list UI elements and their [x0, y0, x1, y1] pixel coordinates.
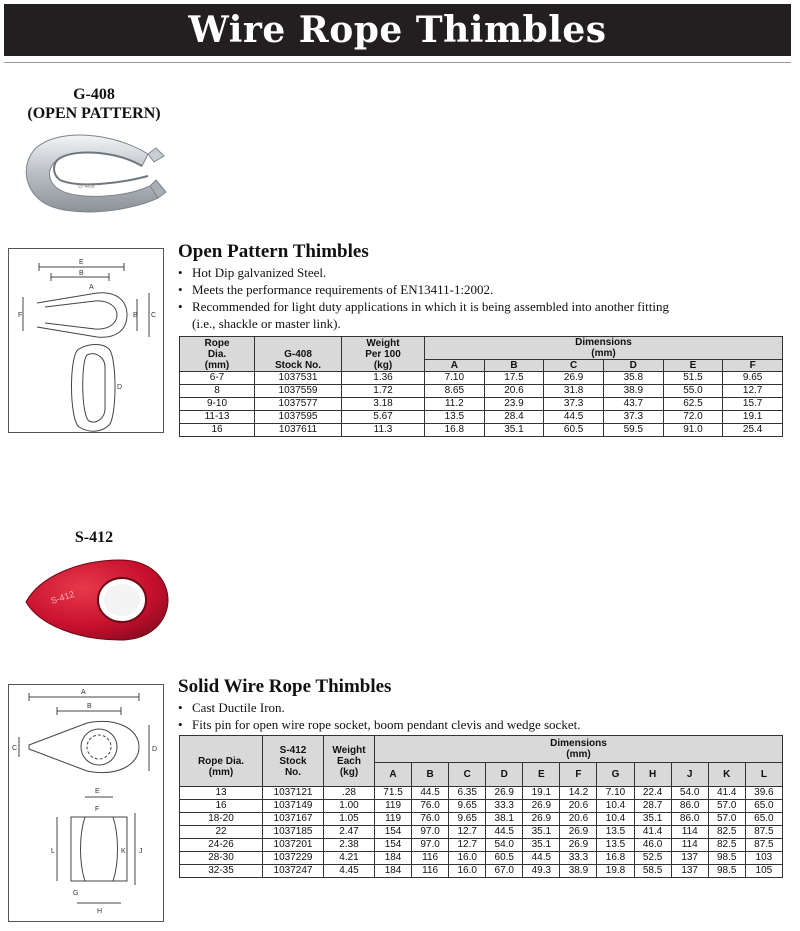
table-cell: 116: [412, 865, 449, 878]
table-cell: 26.9: [523, 800, 560, 813]
table-cell: 43.7: [603, 398, 663, 411]
table-cell: 1037149: [263, 800, 324, 813]
table-cell: 39.6: [745, 787, 782, 800]
table-cell: 1037167: [263, 813, 324, 826]
open-bullet: • Meets the performance requirements of EN13411-1:2002.: [178, 281, 788, 298]
table-cell: 26.9: [560, 839, 597, 852]
drawing-label-a: A: [81, 689, 86, 696]
table-cell: 2.47: [324, 826, 375, 839]
table-cell: 57.0: [708, 800, 745, 813]
open-product-code: [0, 85, 188, 123]
table-cell: 1037531: [255, 372, 342, 385]
table-cell: 87.5: [745, 839, 782, 852]
table-cell: 26.9: [486, 787, 523, 800]
col-dimensions: Dimensions (mm): [375, 736, 783, 763]
table-cell: 65.0: [745, 800, 782, 813]
table-cell: 35.1: [523, 826, 560, 839]
drawing-label-f: F: [95, 806, 100, 813]
table-cell: 58.5: [634, 865, 671, 878]
col-b: B: [412, 763, 449, 787]
table-cell: 23.9: [484, 398, 544, 411]
table-cell: 35.1: [484, 424, 544, 437]
col-stock-no: S-412 Stock No.: [263, 736, 324, 787]
table-cell: 7.10: [425, 372, 485, 385]
table-cell: 54.0: [486, 839, 523, 852]
table-cell: 98.5: [708, 852, 745, 865]
table-row: [180, 839, 783, 852]
table-row: [180, 852, 783, 865]
drawing-label-a: A: [89, 284, 94, 291]
table-cell: 9.65: [723, 372, 783, 385]
open-section-title: Open Pattern Thimbles: [178, 241, 369, 262]
col-e: E: [523, 763, 560, 787]
table-cell: 33.3: [486, 800, 523, 813]
table-cell: 35.8: [603, 372, 663, 385]
table-cell: 105: [745, 865, 782, 878]
table-cell: 97.0: [412, 826, 449, 839]
table-cell: 16.8: [597, 852, 634, 865]
table-cell: 86.0: [671, 800, 708, 813]
drawing-label-d: D: [117, 384, 123, 391]
drawing-label-f: F: [18, 312, 23, 319]
table-cell: 119: [375, 813, 412, 826]
table-cell: 16: [180, 800, 263, 813]
table-cell: 41.4: [708, 787, 745, 800]
table-row: [180, 411, 783, 424]
table-cell: 86.0: [671, 813, 708, 826]
table-cell: 12.7: [449, 826, 486, 839]
table-cell: 13.5: [597, 839, 634, 852]
table-cell: 54.0: [671, 787, 708, 800]
table-cell: 1037559: [255, 385, 342, 398]
table-cell: 32-35: [180, 865, 263, 878]
table-cell: 16.8: [425, 424, 485, 437]
table-cell: 16.0: [449, 865, 486, 878]
drawing-label-g: G: [73, 890, 79, 897]
table-cell: 35.1: [634, 813, 671, 826]
table-row: [180, 787, 783, 800]
table-cell: 11-13: [180, 411, 255, 424]
table-cell: 82.5: [708, 826, 745, 839]
table-cell: 26.9: [544, 372, 604, 385]
table-cell: 1037185: [263, 826, 324, 839]
drawing-label-c: C: [12, 745, 18, 752]
table-cell: 103: [745, 852, 782, 865]
table-cell: 11.2: [425, 398, 485, 411]
table-row: [180, 865, 783, 878]
svg-text:S-412: S-412: [49, 588, 76, 606]
table-cell: 10.4: [597, 800, 634, 813]
table-cell: 13: [180, 787, 263, 800]
divider: [4, 62, 791, 63]
table-cell: 44.5: [412, 787, 449, 800]
table-cell: 14.2: [560, 787, 597, 800]
table-cell: 19.8: [597, 865, 634, 878]
table-cell: 116: [412, 852, 449, 865]
open-bullet: • Hot Dip galvanized Steel.: [178, 264, 788, 281]
table-cell: 1037595: [255, 411, 342, 424]
drawing-label-e: E: [79, 259, 84, 266]
col-rope-dia: Rope Dia. (mm): [180, 736, 263, 787]
col-c: C: [449, 763, 486, 787]
col-dimensions: Dimensions (mm): [425, 337, 783, 360]
solid-bullet-list: [178, 699, 788, 733]
solid-spec-table: [179, 735, 783, 878]
table-cell: 6-7: [180, 372, 255, 385]
table-cell: 5.67: [342, 411, 425, 424]
table-cell: 28-30: [180, 852, 263, 865]
drawing-label-b: B: [87, 703, 92, 710]
table-cell: 12.7: [723, 385, 783, 398]
open-code-line1: G-408: [73, 86, 115, 103]
col-weight: Weight Per 100 (kg): [342, 337, 425, 372]
table-cell: 10.4: [597, 813, 634, 826]
table-cell: 37.3: [544, 398, 604, 411]
table-cell: 62.5: [663, 398, 723, 411]
table-cell: 38.9: [603, 385, 663, 398]
col-k: K: [708, 763, 745, 787]
table-cell: 37.3: [603, 411, 663, 424]
col-j: J: [671, 763, 708, 787]
drawing-label-b2: B: [133, 312, 138, 319]
table-cell: 22: [180, 826, 263, 839]
table-cell: 26.9: [523, 813, 560, 826]
table-cell: 31.8: [544, 385, 604, 398]
table-cell: 55.0: [663, 385, 723, 398]
table-cell: 1.72: [342, 385, 425, 398]
table-cell: 26.9: [560, 826, 597, 839]
table-cell: 13.5: [597, 826, 634, 839]
table-row: [180, 372, 783, 385]
solid-section-title: Solid Wire Rope Thimbles: [178, 676, 392, 697]
solid-thimble-photo: [20, 556, 170, 642]
table-cell: 87.5: [745, 826, 782, 839]
table-cell: 60.5: [544, 424, 604, 437]
col-rope-dia: Rope Dia. (mm): [180, 337, 255, 372]
col-a: A: [375, 763, 412, 787]
table-cell: 76.0: [412, 813, 449, 826]
table-cell: 28.4: [484, 411, 544, 424]
table-cell: 33.3: [560, 852, 597, 865]
table-cell: 8: [180, 385, 255, 398]
table-cell: 91.0: [663, 424, 723, 437]
table-row: [180, 385, 783, 398]
table-cell: 9.65: [449, 813, 486, 826]
table-cell: 1037247: [263, 865, 324, 878]
col-d: D: [486, 763, 523, 787]
table-cell: 98.5: [708, 865, 745, 878]
table-row: [180, 813, 783, 826]
table-row: [180, 800, 783, 813]
table-cell: 71.5: [375, 787, 412, 800]
drawing-label-l: L: [51, 848, 55, 855]
table-cell: 7.10: [597, 787, 634, 800]
col-weight: Weight Each (kg): [324, 736, 375, 787]
table-cell: 20.6: [560, 813, 597, 826]
table-cell: 11.3: [342, 424, 425, 437]
page-title: Wire Rope Thimbles: [188, 9, 607, 51]
table-cell: 114: [671, 839, 708, 852]
table-cell: 18-20: [180, 813, 263, 826]
table-cell: 4.21: [324, 852, 375, 865]
table-cell: 38.9: [560, 865, 597, 878]
table-cell: 6.35: [449, 787, 486, 800]
table-cell: 9.65: [449, 800, 486, 813]
table-cell: 28.7: [634, 800, 671, 813]
table-cell: 8.65: [425, 385, 485, 398]
drawing-label-h: H: [97, 908, 103, 915]
drawing-label-b: B: [79, 270, 84, 277]
col-d: D: [603, 360, 663, 372]
table-cell: 38.1: [486, 813, 523, 826]
table-cell: 60.5: [486, 852, 523, 865]
table-cell: 16: [180, 424, 255, 437]
table-cell: 41.4: [634, 826, 671, 839]
table-row: [180, 826, 783, 839]
open-bullet-list: [178, 264, 788, 332]
table-cell: 35.1: [523, 839, 560, 852]
table-cell: 1.00: [324, 800, 375, 813]
col-e: E: [663, 360, 723, 372]
table-row: [180, 398, 783, 411]
table-cell: 1.05: [324, 813, 375, 826]
table-cell: 12.7: [449, 839, 486, 852]
drawing-label-d: D: [152, 746, 158, 753]
table-cell: 44.5: [523, 852, 560, 865]
col-c: C: [544, 360, 604, 372]
table-cell: 19.1: [723, 411, 783, 424]
col-f: F: [560, 763, 597, 787]
table-cell: 2.38: [324, 839, 375, 852]
table-cell: 137: [671, 852, 708, 865]
col-g: G: [597, 763, 634, 787]
col-a: A: [425, 360, 485, 372]
table-cell: 25.4: [723, 424, 783, 437]
table-cell: 137: [671, 865, 708, 878]
open-bullet: • Recommended for light duty applications in which it is being assembled into another fitting: [178, 298, 788, 315]
solid-bullet: • Fits pin for open wire rope socket, boom pendant clevis and wedge socket.: [178, 716, 788, 733]
table-cell: 24-26: [180, 839, 263, 852]
table-cell: 1037121: [263, 787, 324, 800]
col-b: B: [484, 360, 544, 372]
table-cell: 154: [375, 839, 412, 852]
table-cell: 13.5: [425, 411, 485, 424]
col-h: H: [634, 763, 671, 787]
table-cell: 57.0: [708, 813, 745, 826]
table-cell: 184: [375, 852, 412, 865]
table-cell: 119: [375, 800, 412, 813]
col-l: L: [745, 763, 782, 787]
table-row: [180, 424, 783, 437]
table-cell: 65.0: [745, 813, 782, 826]
table-cell: 46.0: [634, 839, 671, 852]
table-cell: 16.0: [449, 852, 486, 865]
table-cell: 49.3: [523, 865, 560, 878]
solid-bullet: • Cast Ductile Iron.: [178, 699, 788, 716]
table-cell: 1037229: [263, 852, 324, 865]
table-cell: 1.36: [342, 372, 425, 385]
table-cell: 1037577: [255, 398, 342, 411]
table-cell: 114: [671, 826, 708, 839]
table-cell: 44.5: [486, 826, 523, 839]
table-cell: 76.0: [412, 800, 449, 813]
open-thimble-photo: [18, 126, 168, 220]
table-cell: 44.5: [544, 411, 604, 424]
table-cell: 22.4: [634, 787, 671, 800]
open-code-line2: (OPEN PATTERN): [27, 105, 161, 122]
table-cell: 1037201: [263, 839, 324, 852]
open-spec-table: [179, 336, 783, 437]
table-cell: 3.18: [342, 398, 425, 411]
table-cell: 72.0: [663, 411, 723, 424]
drawing-label-j: J: [139, 848, 143, 855]
title-banner: [4, 4, 791, 56]
table-cell: 52.5: [634, 852, 671, 865]
open-bullet-continuation: (i.e., shackle or master link).: [192, 316, 341, 331]
table-cell: 51.5: [663, 372, 723, 385]
open-table-body: [180, 372, 783, 437]
table-cell: 1037611: [255, 424, 342, 437]
table-cell: 154: [375, 826, 412, 839]
solid-dimension-drawing: [8, 684, 164, 922]
table-cell: 20.6: [484, 385, 544, 398]
table-cell: 184: [375, 865, 412, 878]
table-cell: 19.1: [523, 787, 560, 800]
table-cell: 17.5: [484, 372, 544, 385]
table-cell: 59.5: [603, 424, 663, 437]
solid-product-code: S-412: [74, 529, 114, 546]
open-dimension-drawing: [8, 248, 164, 433]
table-cell: 4.45: [324, 865, 375, 878]
drawing-label-k: K: [121, 848, 126, 855]
table-cell: 9-10: [180, 398, 255, 411]
col-stock-no: G-408 Stock No.: [255, 337, 342, 372]
svg-text:G·408: G·408: [78, 184, 95, 190]
table-cell: 15.7: [723, 398, 783, 411]
drawing-label-c: C: [151, 312, 157, 319]
table-cell: 97.0: [412, 839, 449, 852]
table-cell: 82.5: [708, 839, 745, 852]
table-cell: 20.6: [560, 800, 597, 813]
drawing-label-e: E: [95, 788, 100, 795]
solid-table-body: [180, 787, 783, 878]
col-f: F: [723, 360, 783, 372]
table-cell: .28: [324, 787, 375, 800]
table-cell: 67.0: [486, 865, 523, 878]
